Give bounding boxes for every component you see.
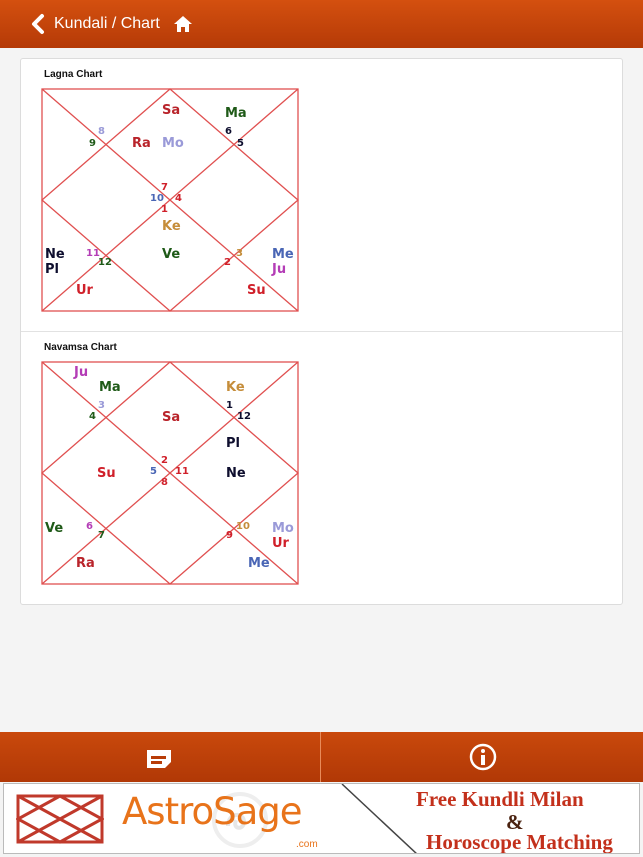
planet-label: Mo	[162, 136, 184, 151]
planet-label: Su	[247, 283, 266, 298]
planet-label: Ur	[76, 283, 93, 298]
house-number: 5	[237, 138, 244, 149]
tab-info[interactable]	[321, 732, 643, 782]
planet-label: Ve	[162, 247, 181, 262]
planet-label: Pl	[226, 436, 240, 451]
house-number: 9	[226, 530, 233, 541]
planet-label: Ur	[272, 536, 289, 551]
promo-line-3: Horoscope Matching	[426, 830, 613, 854]
planet-label: Pl	[45, 262, 59, 277]
planet-label: Mo	[272, 521, 294, 536]
chart-grid	[41, 361, 299, 585]
brand-suffix: .com	[296, 839, 318, 850]
house-number: 3	[236, 248, 243, 259]
planet-label: Ne	[226, 466, 246, 481]
astrosage-banner[interactable]	[3, 783, 640, 854]
lagna-chart	[41, 88, 299, 312]
navamsa-chart	[41, 361, 299, 585]
promo-line-2: &	[506, 810, 524, 834]
back-chevron-icon[interactable]	[28, 13, 50, 35]
house-number: 7	[98, 530, 105, 541]
planet-label: Sa	[162, 410, 181, 425]
divider	[21, 331, 622, 332]
planet-label: Su	[97, 466, 116, 481]
house-number: 4	[175, 193, 182, 204]
house-number: 10	[236, 521, 250, 532]
planet-label: Ma	[225, 106, 247, 121]
house-number: 1	[161, 204, 168, 215]
planet-label: Ra	[132, 136, 151, 151]
planet-label: Sa	[162, 103, 181, 118]
planet-label: Ra	[76, 556, 95, 571]
house-number: 9	[89, 138, 96, 149]
house-number: 5	[150, 466, 157, 477]
banner-divider-line	[340, 784, 420, 854]
house-number: 1	[226, 400, 233, 411]
page-title[interactable]: Kundali / Chart	[54, 15, 160, 32]
house-number: 8	[98, 126, 105, 137]
house-number: 2	[224, 257, 231, 268]
house-number: 10	[150, 193, 164, 204]
lagna-chart-title: Lagna Chart	[44, 69, 103, 80]
info-icon	[469, 743, 497, 771]
notes-icon	[145, 747, 175, 769]
house-number: 6	[225, 126, 232, 137]
house-number: 11	[86, 248, 100, 259]
house-number: 11	[175, 466, 189, 477]
planet-label: Ju	[272, 262, 287, 277]
planet-label: Ma	[99, 380, 121, 395]
top-bar	[0, 0, 643, 48]
house-number: 12	[237, 411, 251, 422]
brand-name: AstroSage	[122, 790, 302, 833]
planet-label: Ju	[74, 365, 89, 380]
house-number: 7	[161, 182, 168, 193]
house-number: 2	[161, 455, 168, 466]
chart-grid	[41, 88, 299, 312]
planet-label: Ke	[226, 380, 245, 395]
astrosage-logo-icon	[16, 794, 104, 844]
bottom-tab-bar	[0, 732, 643, 782]
planet-label: Ke	[162, 219, 181, 234]
home-icon[interactable]	[173, 15, 193, 33]
house-number: 8	[161, 477, 168, 488]
charts-card	[20, 58, 623, 605]
planet-label: Ne	[45, 247, 65, 262]
house-number: 3	[98, 400, 105, 411]
house-number: 4	[89, 411, 96, 422]
house-number: 6	[86, 521, 93, 532]
promo-line-1: Free Kundli Milan	[416, 787, 584, 811]
navamsa-chart-title: Navamsa Chart	[44, 342, 117, 353]
planet-label: Me	[272, 247, 294, 262]
planet-label: Me	[248, 556, 270, 571]
tab-notes[interactable]	[0, 732, 320, 782]
planet-label: Ve	[45, 521, 64, 536]
house-number: 12	[98, 257, 112, 268]
